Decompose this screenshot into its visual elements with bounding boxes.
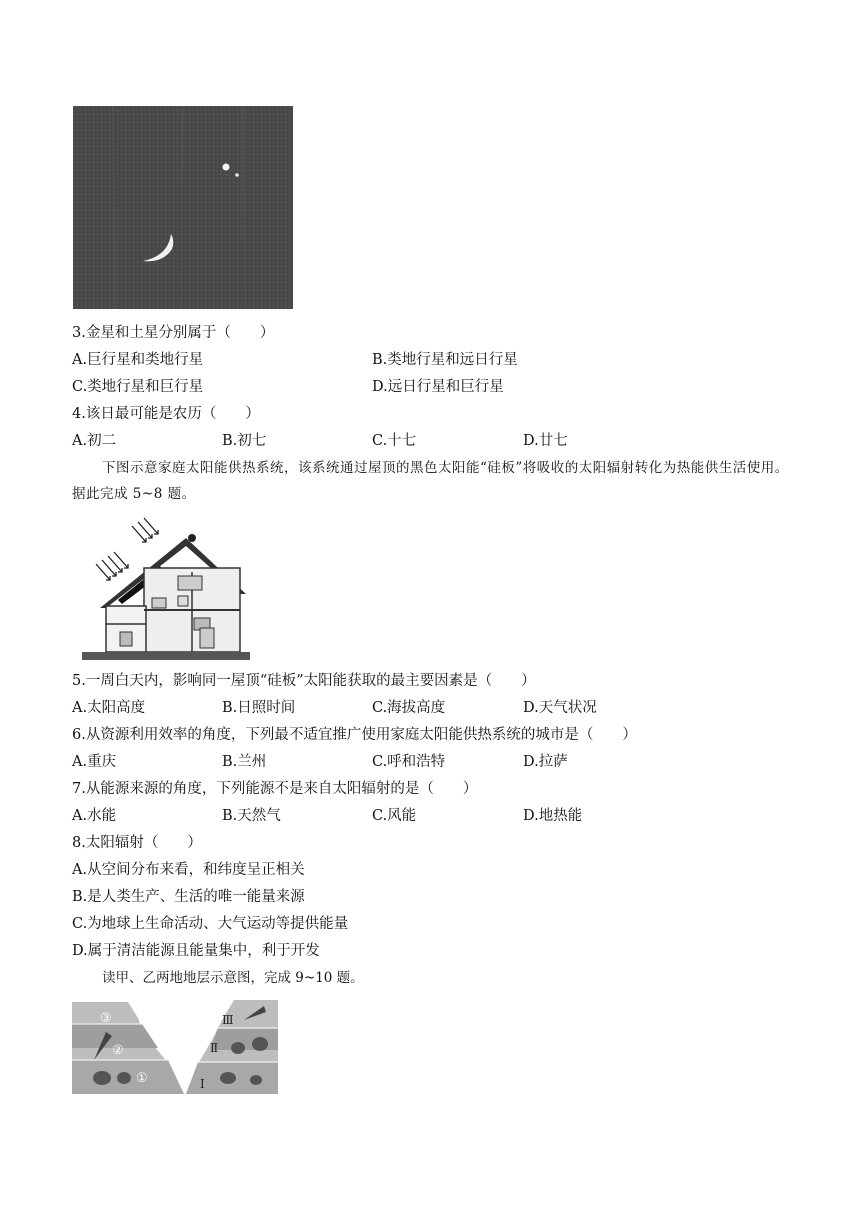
intro-5-8: 下图示意家庭太阳能供热系统，该系统通过屋顶的黑色太阳能“硅板”将吸收的太阳辐射转化为热能供生活使用。据此完成 5~8 题。 [72,460,789,502]
q7-option-d: D.地热能 [523,808,583,824]
q4-option-b: B.初七 [222,433,267,449]
strata-label-left-3: ③ [100,1011,112,1026]
q4-stem: 4.该日最可能是农历（ ） [72,406,260,422]
q7-option-b: B.天然气 [222,808,281,824]
strata-label-left-1: ① [136,1071,148,1086]
q4-option-d: D.廿七 [523,433,568,449]
strata-label-left-2: ② [112,1043,124,1058]
q5-stem: 5.一周白天内，影响同一屋顶“硅板”太阳能获取的最主要因素是（ ） [72,673,536,689]
q4-option-a: A.初二 [72,433,117,449]
q8-option-c: C.为地球上生命活动、大气运动等提供能量 [72,916,349,932]
q8-option-a: A.从空间分布来看，和纬度呈正相关 [72,862,305,878]
q5-option-b: B.日照时间 [222,700,296,716]
q3-stem: 3.金星和土星分别属于（ ） [72,325,275,341]
intro-9-10: 读甲、乙两地地层示意图，完成 9~10 题。 [102,970,364,986]
q6-option-a: A.重庆 [72,754,117,770]
q8-stem: 8.太阳辐射（ ） [72,835,202,851]
q3-option-c: C.类地行星和巨行星 [72,379,204,395]
q3-option-a: A.巨行星和类地行星 [72,352,204,368]
q6-option-d: D.拉萨 [523,754,568,770]
q6-option-b: B.兰州 [222,754,267,770]
q6-option-c: C.呼和浩特 [372,754,446,770]
saturn-dot [235,173,239,177]
q4-option-c: C.十七 [372,433,417,449]
q3-option-d: D.远日行星和巨行星 [372,379,504,395]
strata-label-right-2: Ⅱ [210,1041,219,1055]
q7-option-a: A.水能 [72,808,117,824]
solar-house-diagram [82,516,250,660]
strata-diagram [72,1000,278,1096]
q7-stem: 7.从能源来源的角度，下列能源不是来自太阳辐射的是（ ） [72,781,478,797]
q8-option-b: B.是人类生产、生活的唯一能量来源 [72,889,305,905]
q3-option-b: B.类地行星和远日行星 [372,352,518,368]
q5-option-a: A.太阳高度 [72,700,146,716]
night-sky-photo [73,106,293,309]
strata-label-right-3: Ⅲ [222,1013,234,1027]
q5-option-d: D.天气状况 [523,700,597,716]
venus-dot [223,164,230,171]
q5-option-c: C.海拔高度 [372,700,446,716]
q6-stem: 6.从资源利用效率的角度，下列最不适宜推广使用家庭太阳能供热系统的城市是（ ） [72,727,637,743]
q7-option-c: C.风能 [372,808,417,824]
q8-option-d: D.属于清洁能源且能量集中，利于开发 [72,943,320,959]
strata-label-right-1: Ⅰ [200,1077,205,1091]
